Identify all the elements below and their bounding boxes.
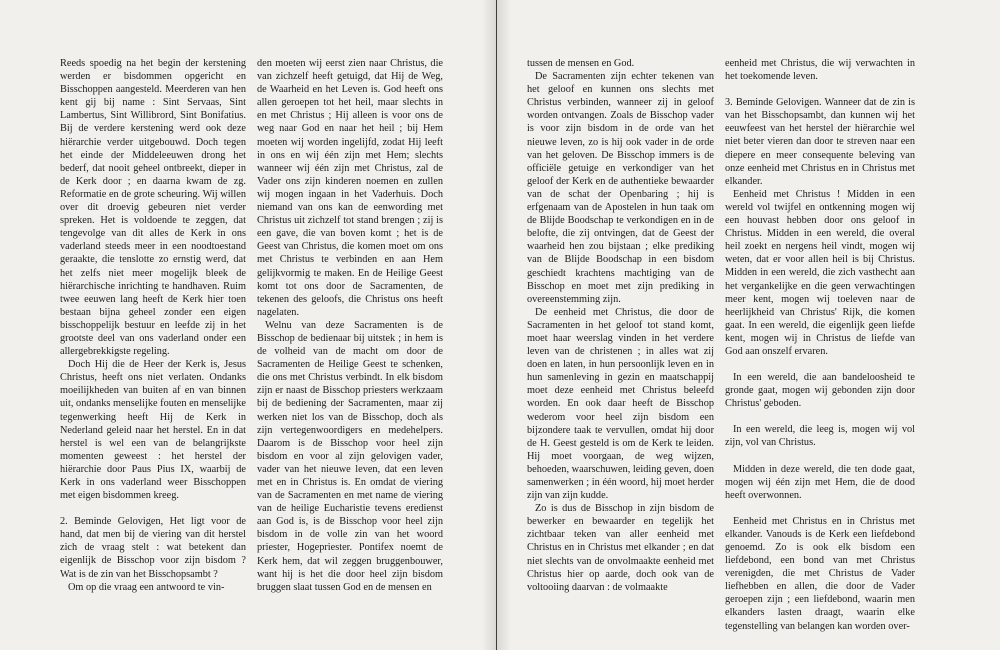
paragraph: 3. Beminde Gelovigen. Wanneer dat de zin is van het Bisschopsambt, dan kunnen wij het eeuwfeest van het herstel der hiërarchie wel niet beter vieren dan door te streven naar een diepere en meer consequente beleving van onze eenheid met Christus en in Christus met elkander. (725, 97, 915, 187)
paragraph: De eenheid met Christus, die door de Sacramenten in het geloof tot stand komt, moet haar weerslag vinden in het verdere leven van de christenen ; in alles wat zij doen en laten, in hun persoonlijk leven en in hun samenleving in gezin en maatschappij moet deze eenheid met Christus beleefd worden. En ook daar heeft de Bisschop wederom voor heel zijn bisdom een bijzondere taak te vervullen, omdat hij door de H. Geest gesteld is om de Kerk te leiden. Hij moet voorgaan, de weg wijzen, behoeden, waarschuwen, leiding geven, doen samenwerken ; in één woord, hij moet herder zijn van zijn kudde. (527, 306, 714, 502)
paragraph: 2. Beminde Gelovigen, Het ligt voor de hand, dat men bij de viering van dit herstel zich de vraag stelt : wat betekent dan eigenlijk de Bisschop voor zijn bisdom ? Wat is de zin van het Bisschopsambt ? (60, 516, 246, 580)
right-page (497, 0, 1000, 650)
right-page-column-2 (725, 57, 915, 633)
paragraph: tussen de mensen en God. (527, 58, 635, 69)
left-page (0, 0, 496, 650)
left-page-column-2 (257, 57, 443, 594)
paragraph: Eenheid met Christus ! Midden in een wereld vol twijfel en ontkenning mogen wij een houvast hebben door ons geloof in Christus. Midden in een wereld, die overal heil zoekt en nergens heil vindt, mogen wij weten, dat er voor allen heil is bij Christus. Midden in een wereld, die zich vasthecht aan het vergankelijke en die geen verwachtingen meer kent, mogen wij toeleven naar de heerlijkheid van Christus' Rijk, die komen gaat. In een wereld, die eigenlijk geen liefde kent, mogen wij in Christus de liefde van God aan onszelf ervaren. (725, 188, 915, 357)
paragraph: De Sacramenten zijn echter tekenen van het geloof en kunnen ons slechts met Christus verbinden, wanneer zij in geloof worden ontvangen. Zoals de Bisschop vader is voor zijn bisdom in de orde van het nieuwe leven, zo is hij ook vader in de orde van het geloven. De Bisschop immers is de officiële getuige en verkondiger van het geloof der Kerk en de authentieke bewaarder van de schat der Openbaring ; hij is erfgenaam van de Apostelen in hun taak om de Blijde Boodschap te verkondigen en in de belofte, die zij ontvingen, dat de Geest der waarheid hen zou bijstaan ; elke prediking van de Blijde Boodschap in een bisdom geschiedt krachtens machtiging van de Bisschop en moet met zijn prediking in overeenstemming zijn. (527, 71, 714, 305)
paragraph: In een wereld, die leeg is, mogen wij vol zijn, vol van Christus. (725, 424, 915, 449)
paragraph: Welnu van deze Sacramenten is de Bisschop de bedienaar bij uitstek ; in hem is de volheid van de macht om door de Sacramenten de Heilige Geest te schenken, die ons met Christus verbindt. In elk bisdom zijn er naast de Bisschop priesters werkzaam bij de bediening der Sacramenten, maar zij werken niet los van de Bisschop, doch als zijn vertegenwoordigers en medehelpers. Daarom is de Bisschop voor heel zijn bisdom en voor al zijn gelovigen vader, vader van het nieuwe leven, dat een leven met en in Christus is. En omdat de viering van de Sacramenten en met name de viering van de heilige Eucharistie tevens eredienst aan God is, is de Bisschop voor heel zijn bisdom in de volle zin van het woord priester, Hogepriester. Pontifex noemt de Kerk hem, dat wil zeggen bruggenbouwer, want hij is het die door heel zijn bisdom bruggen slaat tussen God en de mensen en (257, 319, 443, 593)
right-gutter-shadow (497, 0, 511, 650)
paragraph: Eenheid met Christus en in Christus met elkander. Vanouds is de Kerk een liefdebond genoemd. Zo is ook elk bisdom een liefdebond, een bond van met Christus verenigden, die met Christus de Vader liefhebben en allen, die door de Vader geroepen zijn ; een liefdebond, waarin men elkanders lasten draagt, waarin elke tegenstelling van belangen kan worden over- (725, 515, 915, 632)
paragraph: Zo is dus de Bisschop in zijn bisdom de bewerker en bewaarder en tegelijk het zichtbaar teken van aller eenheid met Christus en in Christus met elkander ; en dat niet slechts van de onvolmaakte eenheid met Christus hier op aarde, doch ook van de voltooiing daarvan : de volmaakte (527, 503, 714, 593)
paragraph: Midden in deze wereld, die ten dode gaat, mogen wij één zijn met Hem, die de dood heeft overwonnen. (725, 463, 915, 501)
left-page-column-1 (60, 57, 246, 594)
paragraph: Om op die vraag een antwoord te vin- (68, 581, 225, 593)
left-gutter-shadow (482, 0, 496, 650)
paragraph: Reeds spoedig na het begin der kerstening werden er bisdommen opgericht en Bisschoppen aangesteld. Meerderen van hen kent gij bij name : Sint Servaas, Sint Lambertus, Sint Willibrord, Sint Bonifatius. Bij de verdere kerstening werd ook deze hiërarchie verder uitgebouwd. Doch tegen het einde der Middeleeuwen drong het bederf, dat nooit geheel ontbreekt, dieper in de Kerk door ; en daarna kwam de zg. Reformatie en de grote scheuring. Wij willen over dit droevig gebeuren niet verder spreken. Het is voldoende te zeggen, dat tengevolge van dit alles de Kerk in ons vaderland steeds meer in een noodtoestand geraakte, die tenslotte zo ernstig werd, dat het zelfs niet meer mogelijk bleek de hiërarchische inrichting te handhaven. Ruim twee eeuwen lang heeft de Kerk hier toen bestaan bijna geheel zonder een eigen bisschoppelijk bestuur en leefde zij in het grootste deel van ons vaderland onder een allergebrekkigste regeling. (60, 58, 246, 358)
paragraph: den moeten wij eerst zien naar Christus, die van zichzelf heeft getuigd, dat Hij de Weg, de Waarheid en het Leven is. God heeft ons allen geroepen tot het heil, maar slechts in en met Christus ; Hij alleen is voor ons de weg naar God en naar het heil ; bij Hem moeten wij worden ingelijfd, zodat Hij leeft in ons en wij één zijn met Hem; slechts wanneer wij één zijn met Christus, zal de Vader ons zijn kinderen noemen en zullen wij mogen ingaan in het Vaderhuis. Doch niemand van ons kan de eenwording met Christus uit zichzelf tot stand brengen ; zij is een gave, die van boven komt ; het is de Geest van Christus, die komen moet om ons met Christus te verbinden en aan Hem gelijkvormig te maken. En de Heilige Geest komt tot ons door de Sacramenten, de tekenen des geloofs, die Christus ons heeft nagelaten. (257, 58, 443, 318)
paragraph: Doch Hij die de Heer der Kerk is, Jesus Christus, heeft ons niet verlaten. Ondanks moeilijkheden van buiten af en van binnen uit, ondanks menselijke fouten en menselijke tegenwerking heeft Hij de Kerk in Nederland geleid naar het herstel. En in dat herstel is wel een van de belangrijkste momenten geweest : het herstel der hiërarchie door Paus Pius IX, waarbij de Kerk in ons vaderland weer Bisschoppen met eigen bisdommen kreeg. (60, 359, 246, 502)
paragraph: In een wereld, die aan bandeloosheid te gronde gaat, mogen wij gebonden zijn door Christus' geboden. (725, 372, 915, 410)
paragraph: eenheid met Christus, die wij verwachten in het toekomende leven. (725, 58, 915, 83)
right-page-column-1 (527, 57, 714, 594)
